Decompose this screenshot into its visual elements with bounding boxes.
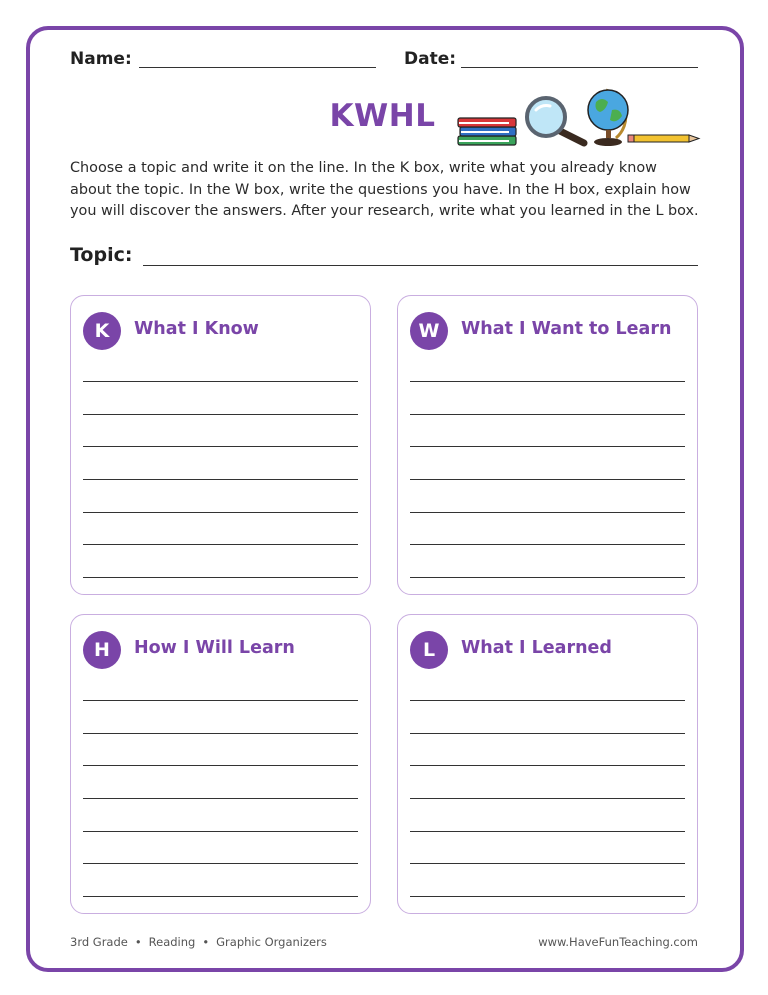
badge-h: H — [83, 631, 121, 669]
illustration — [456, 80, 701, 150]
writing-line[interactable] — [83, 381, 358, 382]
globe-icon — [588, 90, 628, 146]
box-title-h: How I Will Learn — [134, 638, 295, 658]
writing-line[interactable] — [83, 446, 358, 447]
writing-line[interactable] — [83, 479, 358, 480]
footer-category: Graphic Organizers — [216, 935, 327, 949]
bullet-icon: • — [134, 935, 142, 949]
box-h — [70, 614, 371, 914]
writing-line[interactable] — [83, 414, 358, 415]
topic-label: Topic: — [70, 244, 133, 266]
writing-line[interactable] — [410, 765, 685, 766]
box-k — [70, 295, 371, 595]
writing-line[interactable] — [83, 863, 358, 864]
writing-line[interactable] — [83, 733, 358, 734]
writing-line[interactable] — [83, 896, 358, 897]
instructions: Choose a topic and write it on the line. In the K box, write what you already know about the topic. In the W box, write the questions you have. In the H box, explain how you will discover the answers. After your research, write what you learned in the L box. — [70, 160, 699, 219]
badge-k: K — [83, 312, 121, 350]
writing-line[interactable] — [410, 512, 685, 513]
writing-line[interactable] — [83, 512, 358, 513]
writing-line[interactable] — [83, 544, 358, 545]
page-title: KWHL — [329, 98, 436, 134]
writing-line[interactable] — [410, 414, 685, 415]
footer-website[interactable]: www.HaveFunTeaching.com — [538, 935, 698, 949]
books-icon — [458, 118, 516, 145]
topic-field[interactable] — [143, 265, 698, 266]
writing-line[interactable] — [83, 577, 358, 578]
badge-l: L — [410, 631, 448, 669]
writing-line[interactable] — [410, 381, 685, 382]
writing-line[interactable] — [410, 446, 685, 447]
date-label: Date: — [404, 49, 457, 69]
box-title-k: What I Know — [134, 319, 259, 339]
writing-line[interactable] — [83, 765, 358, 766]
footer-grade: 3rd Grade — [70, 935, 128, 949]
box-title-l: What I Learned — [461, 638, 612, 658]
magnifying-glass-icon — [527, 98, 584, 143]
box-title-w: What I Want to Learn — [461, 319, 672, 339]
writing-line[interactable] — [83, 798, 358, 799]
writing-line[interactable] — [410, 863, 685, 864]
writing-line[interactable] — [410, 733, 685, 734]
footer-tags — [70, 935, 327, 949]
writing-line[interactable] — [410, 700, 685, 701]
pencil-icon — [628, 135, 699, 142]
writing-line[interactable] — [410, 577, 685, 578]
name-field[interactable] — [139, 67, 376, 68]
name-label: Name: — [70, 49, 132, 69]
footer-subject: Reading — [148, 935, 196, 949]
writing-line[interactable] — [410, 831, 685, 832]
writing-line[interactable] — [410, 479, 685, 480]
date-field[interactable] — [461, 67, 698, 68]
box-w — [397, 295, 698, 595]
writing-line[interactable] — [410, 896, 685, 897]
writing-line[interactable] — [410, 544, 685, 545]
box-l — [397, 614, 698, 914]
badge-w: W — [410, 312, 448, 350]
writing-line[interactable] — [83, 831, 358, 832]
writing-line[interactable] — [410, 798, 685, 799]
writing-line[interactable] — [83, 700, 358, 701]
bullet-icon: • — [202, 935, 210, 949]
